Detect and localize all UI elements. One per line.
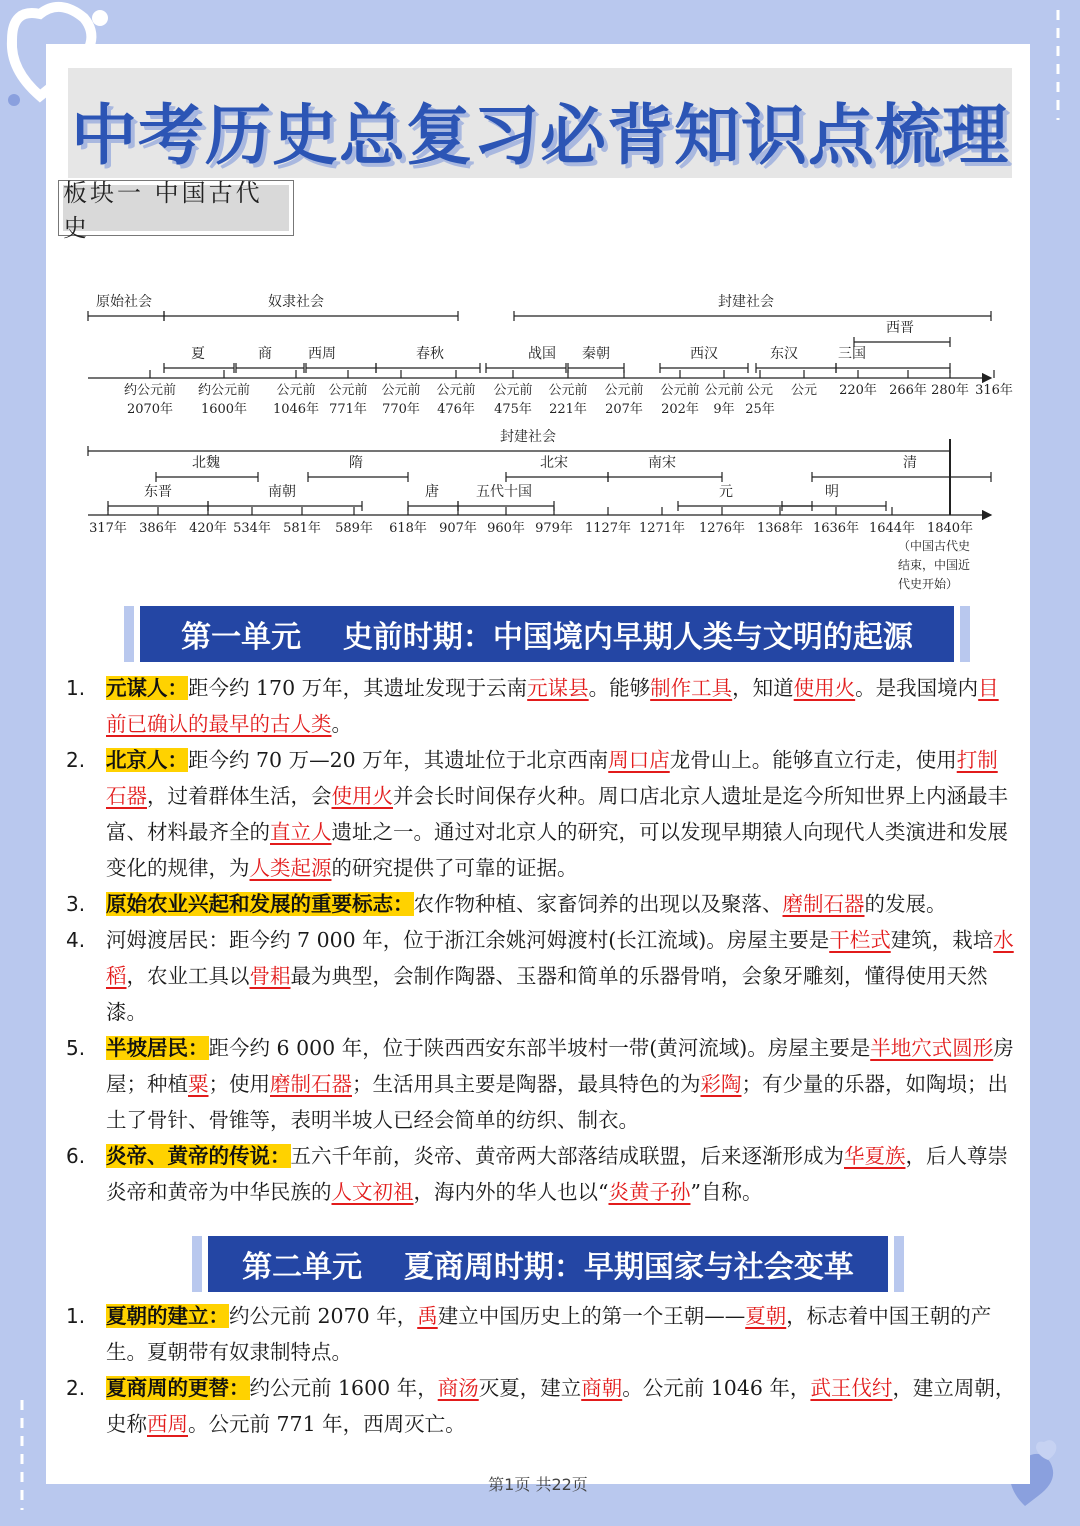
period-label: 夏 xyxy=(191,346,205,362)
list-item xyxy=(66,1138,1016,1210)
list-item xyxy=(66,742,1016,886)
timeline-tick-label: 公元前 xyxy=(548,383,588,398)
period-label: 北魏 xyxy=(192,455,220,471)
timeline-tick-label: 770年 xyxy=(382,402,420,417)
list-item-text: 夏商周的更替：约公元前 1600 年，商汤灭夏，建立商朝。公元前 1046 年，武王伐纣，建立周朝，史称西周。公元前 771 年，西周灭亡。 xyxy=(106,1376,1016,1436)
list-item-number: 5. xyxy=(66,1036,86,1060)
timeline-tick-label: 534年 xyxy=(233,521,271,536)
list-item-number: 1. xyxy=(66,676,86,700)
timeline-tick-label: 公元前 xyxy=(493,383,533,398)
list-item-number: 4. xyxy=(66,928,86,952)
period-label: 南朝 xyxy=(268,484,296,500)
timeline-tick-label: 907年 xyxy=(439,521,477,536)
timeline-tick-label: 386年 xyxy=(139,521,177,536)
period-label: 战国 xyxy=(528,346,556,362)
list-item xyxy=(66,1030,1016,1138)
period-label: 秦朝 xyxy=(582,346,610,362)
timeline-tick-label: 1271年 xyxy=(638,521,686,536)
list-item-number: 1. xyxy=(66,1304,86,1328)
timeline-tick-label: 475年 xyxy=(494,402,532,417)
timeline-tick-label: 618年 xyxy=(389,521,427,536)
list-item-number: 2. xyxy=(66,748,86,772)
timeline-tick-label: 公元前 xyxy=(381,383,421,398)
timeline-tick-label: 公元 xyxy=(790,383,818,398)
period-label: 唐 xyxy=(425,484,439,500)
list-item-number: 6. xyxy=(66,1144,86,1168)
list-item-number: 3. xyxy=(66,892,86,916)
timeline-tick-label: 公元 xyxy=(746,383,774,398)
list-item xyxy=(66,922,1016,1030)
timeline-tick-label: 221年 xyxy=(549,402,587,417)
timeline-note: （中国古代史 xyxy=(898,539,971,553)
timeline-tick-label: 公元前 xyxy=(436,383,476,398)
period-label: 隋 xyxy=(349,455,363,471)
timeline-tick-label: 1127年 xyxy=(584,521,632,536)
period-label: 东汉 xyxy=(770,346,798,362)
page-number: 第1页 共22页 xyxy=(488,1475,588,1494)
timeline-tick-label: 9年 xyxy=(713,402,735,417)
timeline-tick-label: 589年 xyxy=(335,521,373,536)
society-label-feudal: 封建社会 xyxy=(500,429,556,445)
period-label: 清 xyxy=(903,455,917,471)
timeline-tick-label: 266年 xyxy=(889,383,927,398)
timeline-tick-label: 1636年 xyxy=(812,521,860,536)
list-item-text: 原始农业兴起和发展的重要标志：农作物种植、家畜饲养的出现以及聚落、磨制石器的发展。 xyxy=(106,892,947,916)
document-page xyxy=(46,44,1030,1494)
timeline-tick-label: 1840年 xyxy=(926,521,974,536)
list-item xyxy=(66,670,1016,742)
period-label: 东晋 xyxy=(144,484,172,500)
timeline-tick-label: 207年 xyxy=(605,402,643,417)
timeline-tick-label: 979年 xyxy=(535,521,573,536)
period-label: 商 xyxy=(258,346,272,362)
society-label-slave: 奴隶社会 xyxy=(268,294,324,310)
section-label-text: 板块一 中国古代史 xyxy=(63,185,289,231)
period-label: 明 xyxy=(825,484,839,500)
list-item xyxy=(66,1298,1016,1370)
period-label: 三国 xyxy=(838,346,866,362)
timeline-note: 结束，中国近 xyxy=(898,558,971,572)
period-label: 元 xyxy=(719,484,733,500)
timeline-tick-label: 1600年 xyxy=(200,402,248,417)
timeline-tick-label: 1368年 xyxy=(756,521,804,536)
period-label: 五代十国 xyxy=(476,484,532,500)
timeline-tick-label: 1276年 xyxy=(698,521,746,536)
dot-icon xyxy=(92,10,108,26)
period-label: 西汉 xyxy=(690,346,718,362)
timeline-tick-label: 771年 xyxy=(329,402,367,417)
timeline-tick-label: 约公元前 xyxy=(197,383,251,398)
page-title: 中考历史总复习必背知识点梳理 xyxy=(71,97,1009,174)
history-timeline xyxy=(46,44,1030,604)
timeline-tick-label: 420年 xyxy=(189,521,227,536)
period-label: 春秋 xyxy=(416,346,444,362)
timeline-tick-label: 476年 xyxy=(437,402,475,417)
timeline-tick-label: 25年 xyxy=(745,402,775,417)
timeline-tick-label: 280年 xyxy=(931,383,969,398)
list-item-text: 元谋人：距今约 170 万年，其遗址发现于云南元谋县。能够制作工具，知道使用火。是我国境内目前已确认的最早的古人类。 xyxy=(106,676,999,736)
timeline-tick-label: 约公元前 xyxy=(123,383,177,398)
list-item-text: 半坡居民：距今约 6 000 年，位于陕西西安东部半坡村一带(黄河流域)。房屋主要是半地穴式圆形房屋；种植粟；使用磨制石器；生活用具主要是陶器，最具特色的为彩陶；有少量的乐器，如陶埙；出土了骨针、骨锥等，表明半坡人已经会简单的纺织、制衣。 xyxy=(106,1036,1014,1132)
timeline-tick-label: 公元前 xyxy=(276,383,316,398)
timeline-tick-label: 公元前 xyxy=(704,383,744,398)
timeline-tick-label: 1046年 xyxy=(272,402,320,417)
list-item xyxy=(66,886,1016,922)
period-label: 北宋 xyxy=(540,455,568,471)
timeline-tick-label: 202年 xyxy=(661,402,699,417)
timeline-note: 代史开始） xyxy=(898,577,959,591)
unit-heading-1: 第一单元 史前时期：中国境内早期人类与文明的起源 xyxy=(140,606,954,662)
list-item-text: 河姆渡居民：距今约 7 000 年，位于浙江余姚河姆渡村(长江流域)。房屋主要是干栏式建筑，栽培水稻，农业工具以骨耜最为典型，会制作陶器、玉器和简单的乐器骨哨，会象牙雕刻，懂得使用天然漆。 xyxy=(106,928,1014,1024)
timeline-tick-label: 317年 xyxy=(89,521,127,536)
list-item-text: 北京人：距今约 70 万—20 万年，其遗址位于北京西南周口店龙骨山上。能够直立行走，使用打制石器，过着群体生活，会使用火并会长时间保存火种。周口店北京人遗址是迄今所知世界上内涵最丰富、材料最齐全的直立人遗址之一。通过对北京人的研究，可以发现早期猿人向现代人类演进和发展变化的规律，为人类起源的研究提供了可靠的证据。 xyxy=(106,748,1008,880)
timeline-tick-label: 公元前 xyxy=(660,383,700,398)
period-label: 南宋 xyxy=(648,455,676,471)
timeline-tick-label: 公元前 xyxy=(604,383,644,398)
timeline-tick-label: 316年 xyxy=(975,383,1013,398)
list-item-text: 夏朝的建立：约公元前 2070 年，禹建立中国历史上的第一个王朝——夏朝，标志着中国王朝的产生。夏朝带有奴隶制特点。 xyxy=(106,1304,992,1364)
dot-icon xyxy=(8,94,20,106)
unit-heading-2: 第二单元 夏商周时期：早期国家与社会变革 xyxy=(208,1236,888,1292)
society-label-feudal: 封建社会 xyxy=(718,294,774,310)
list-item-number: 2. xyxy=(66,1376,86,1400)
timeline-tick-label: 1644年 xyxy=(868,521,916,536)
timeline-tick-label: 公元前 xyxy=(328,383,368,398)
period-label: 西晋 xyxy=(886,320,914,336)
timeline-tick-label: 2070年 xyxy=(126,402,174,417)
list-item xyxy=(66,1370,1016,1442)
timeline-tick-label: 960年 xyxy=(487,521,525,536)
list-item-text: 炎帝、黄帝的传说：五六千年前，炎帝、黄帝两大部落结成联盟，后来逐渐形成为华夏族，后人尊崇炎帝和黄帝为中华民族的人文初祖，海内外的华人也以“炎黄子孙”自称。 xyxy=(106,1144,1008,1204)
period-label: 西周 xyxy=(308,346,336,362)
timeline-tick-label: 220年 xyxy=(839,383,877,398)
society-label-primitive: 原始社会 xyxy=(96,294,152,310)
timeline-tick-label: 581年 xyxy=(283,521,321,536)
